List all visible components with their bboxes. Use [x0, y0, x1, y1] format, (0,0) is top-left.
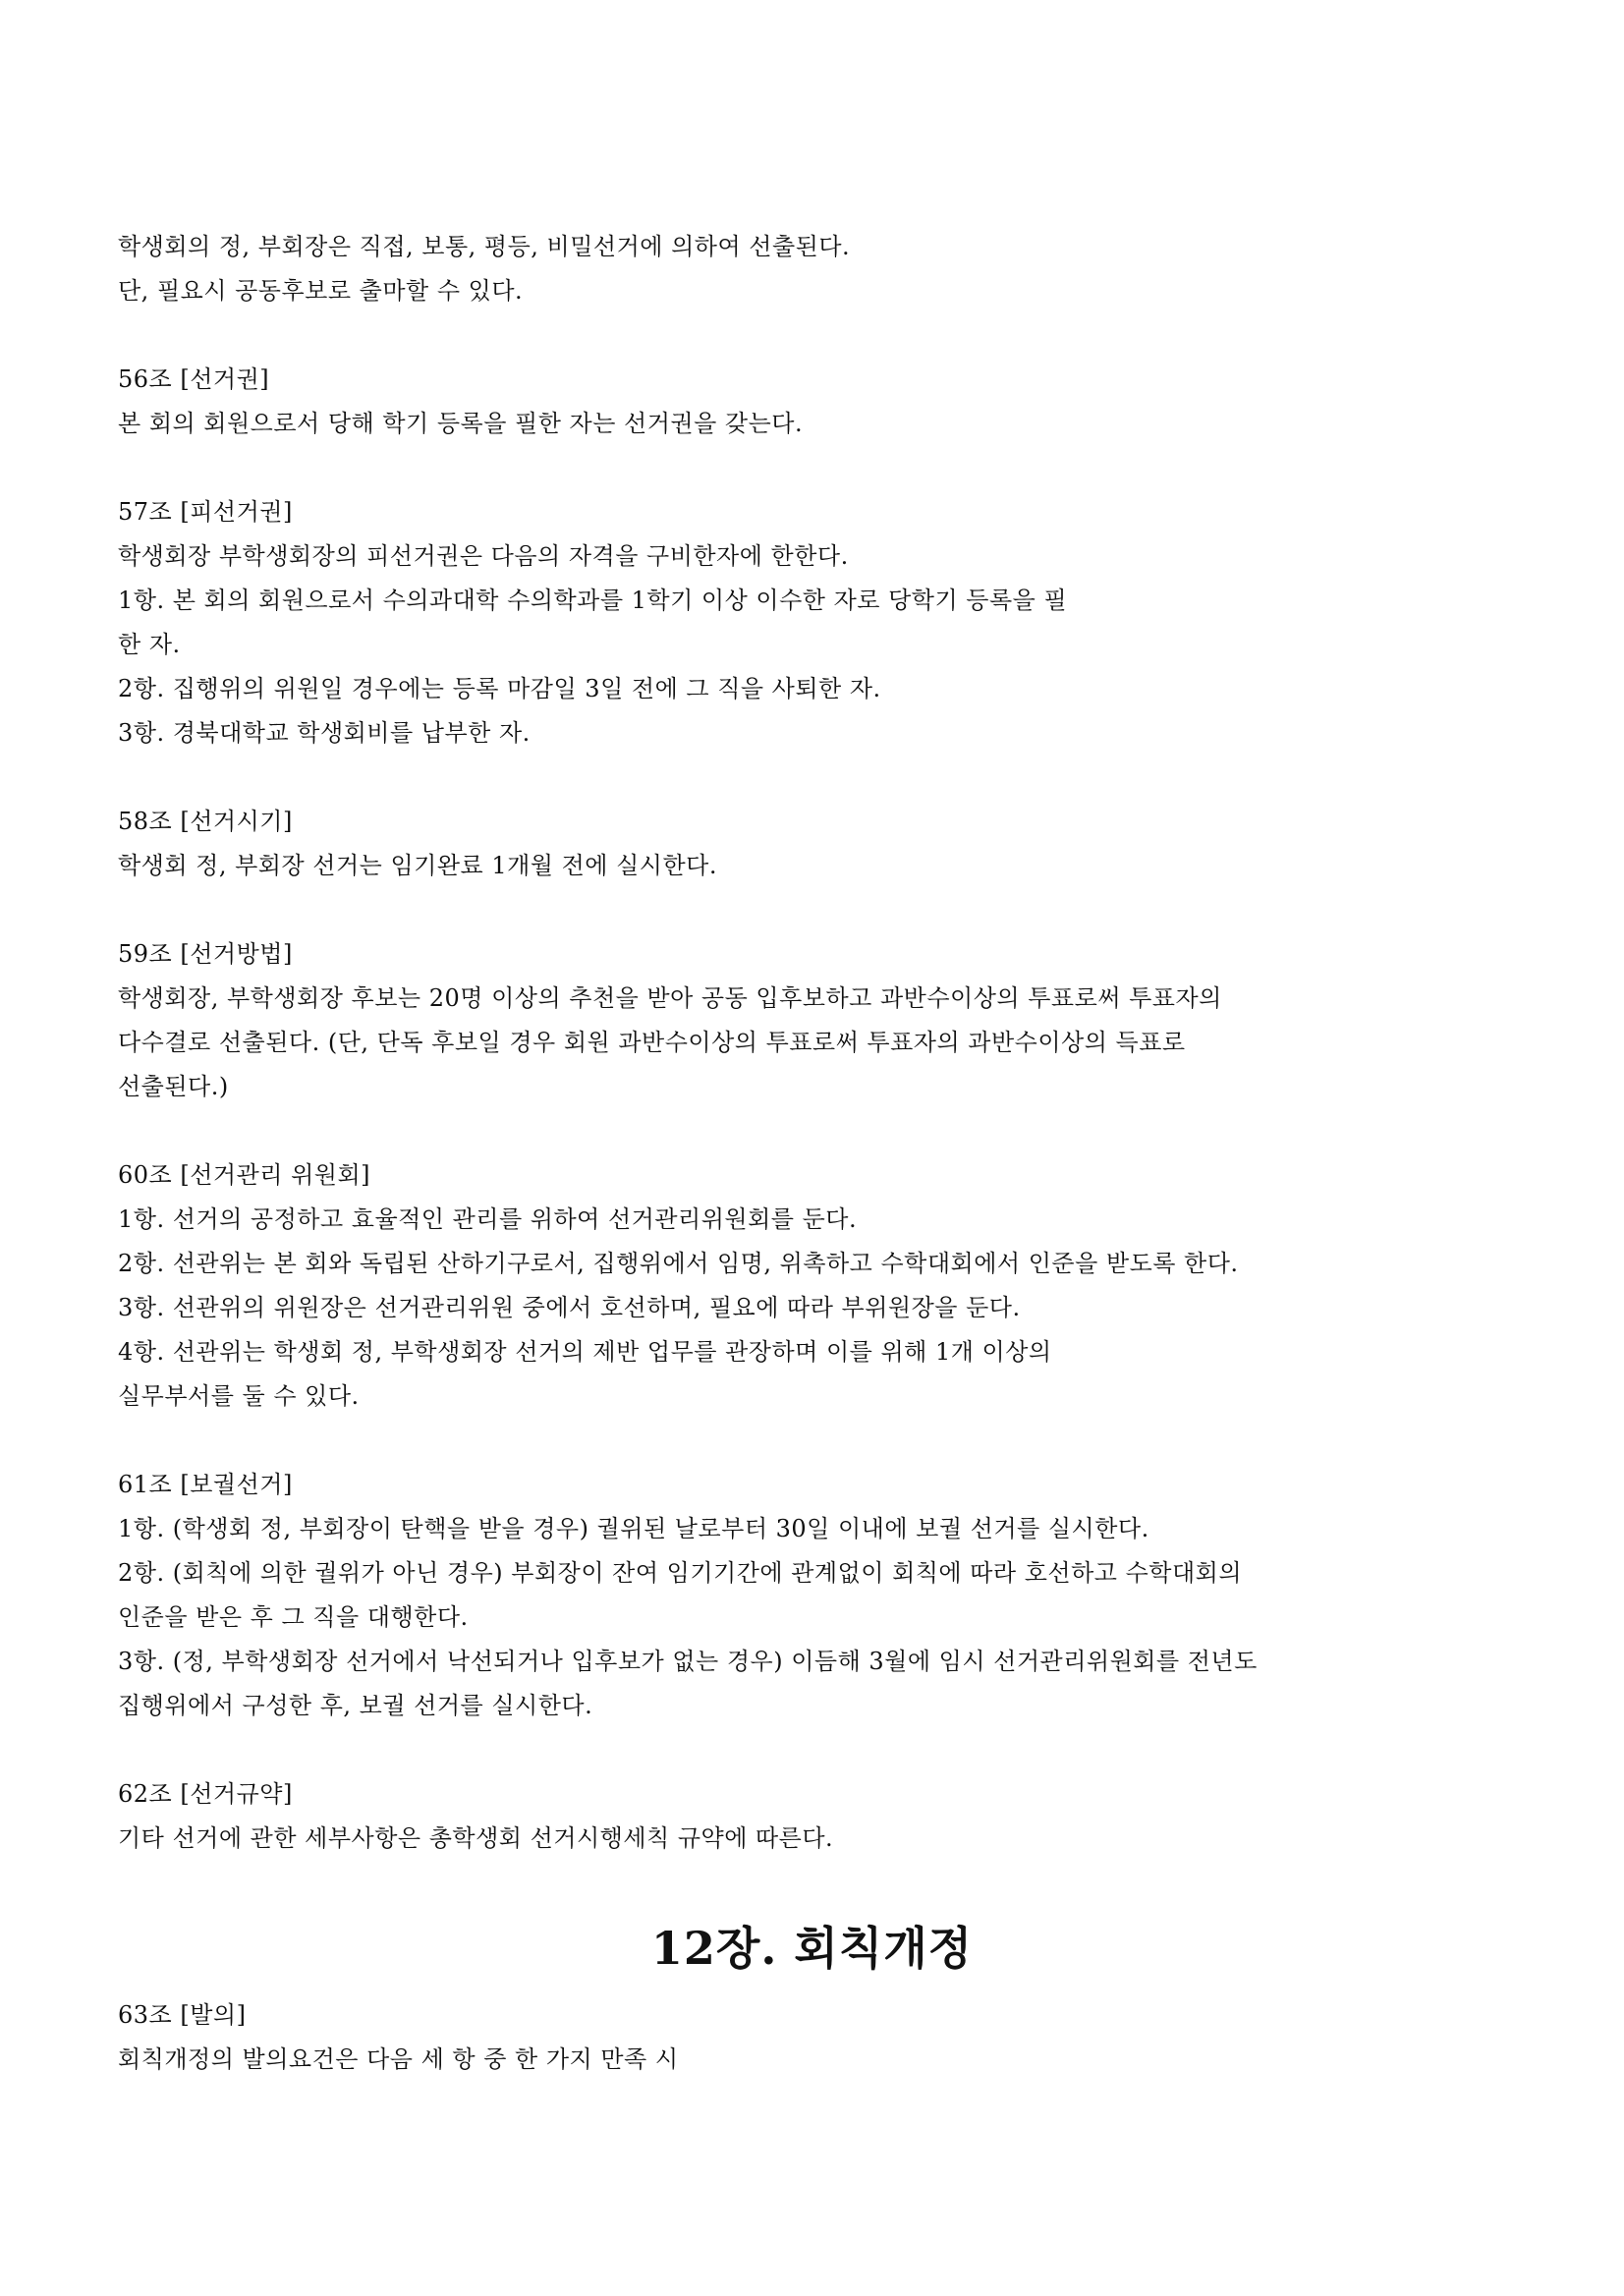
article-60-title: 60조 [선거관리 위원회]	[118, 1161, 370, 1189]
chapter-12-heading: 12장. 회칙개정	[650, 1922, 974, 1975]
article-62-line-1: 기타 선거에 관한 세부사항은 총학생회 선거시행세칙 규약에 따른다.	[118, 1824, 834, 1852]
article-61-line-3: 인준을 받은 후 그 직을 대행한다.	[118, 1603, 469, 1631]
article-57-line-5: 3항. 경북대학교 학생회비를 납부한 자.	[118, 719, 531, 747]
article-57-line-3: 한 자.	[118, 631, 181, 658]
article-58-title: 58조 [선거시기]	[118, 808, 293, 835]
article-60-line-2: 2항. 선관위는 본 회와 독립된 산하기구로서, 집행위에서 임명, 위촉하고 수학대회에서 인준을 받도록 한다.	[118, 1250, 1239, 1277]
article-61-line-1: 1항. (학생회 정, 부회장이 탄핵을 받을 경우) 궐위된 날로부터 30일 이내에 보궐 선거를 실시한다.	[118, 1515, 1149, 1542]
article-57-line-1: 학생회장 부학생회장의 피선거권은 다음의 자격을 구비한자에 한한다.	[118, 542, 849, 570]
article-58-line-1: 학생회 정, 부회장 선거는 임기완료 1개월 전에 실시한다.	[118, 852, 717, 879]
article-61-line-4: 3항. (정, 부학생회장 선거에서 낙선되거나 입후보가 없는 경우) 이듬해 3월에 임시 선거관리위원회를 전년도	[118, 1648, 1258, 1675]
article-62-title: 62조 [선거규약]	[118, 1780, 293, 1808]
article-60-line-1: 1항. 선거의 공정하고 효율적인 관리를 위하여 선거관리위원회를 둔다.	[118, 1205, 858, 1233]
article-59-line-2: 다수결로 선출된다. (단, 단독 후보일 경우 회원 과반수이상의 투표로써 투표자의 과반수이상의 득표로	[118, 1029, 1186, 1056]
intro-line-1: 학생회의 정, 부회장은 직접, 보통, 평등, 비밀선거에 의하여 선출된다.	[118, 233, 851, 260]
article-56-title: 56조 [선거권]	[118, 365, 270, 393]
article-57-title: 57조 [피선거권]	[118, 498, 293, 526]
article-57-line-2: 1항. 본 회의 회원으로서 수의과대학 수의학과를 1학기 이상 이수한 자로 당학기 등록을 필	[118, 587, 1068, 614]
article-61-title: 61조 [보궐선거]	[118, 1471, 293, 1498]
article-57-line-4: 2항. 집행위의 위원일 경우에는 등록 마감일 3일 전에 그 직을 사퇴한 자.	[118, 675, 881, 702]
article-60-line-5: 실무부서를 둘 수 있다.	[118, 1382, 360, 1410]
article-59-title: 59조 [선거방법]	[118, 940, 293, 968]
article-56-line-1: 본 회의 회원으로서 당해 학기 등록을 필한 자는 선거권을 갖는다.	[118, 410, 804, 437]
article-61-line-2: 2항. (회칙에 의한 궐위가 아닌 경우) 부회장이 잔여 임기기간에 관계없이 회칙에 따라 호선하고 수학대회의	[118, 1559, 1243, 1587]
article-63-line-1: 회칙개정의 발의요건은 다음 세 항 중 한 가지 만족 시	[118, 2045, 679, 2073]
article-61-line-5: 집행위에서 구성한 후, 보궐 선거를 실시한다.	[118, 1692, 593, 1719]
article-63-title: 63조 [발의]	[118, 2001, 247, 2029]
article-59-line-3: 선출된다.)	[118, 1073, 229, 1100]
article-59-line-1: 학생회장, 부학생회장 후보는 20명 이상의 추천을 받아 공동 입후보하고 과반수이상의 투표로써 투표자의	[118, 984, 1222, 1012]
article-60-line-3: 3항. 선관위의 위원장은 선거관리위원 중에서 호선하며, 필요에 따라 부위원장을 둔다.	[118, 1294, 1021, 1321]
article-60-line-4: 4항. 선관위는 학생회 정, 부학생회장 선거의 제반 업무를 관장하며 이를 위해 1개 이상의	[118, 1338, 1052, 1366]
intro-line-2: 단, 필요시 공동후보로 출마할 수 있다.	[118, 277, 524, 305]
